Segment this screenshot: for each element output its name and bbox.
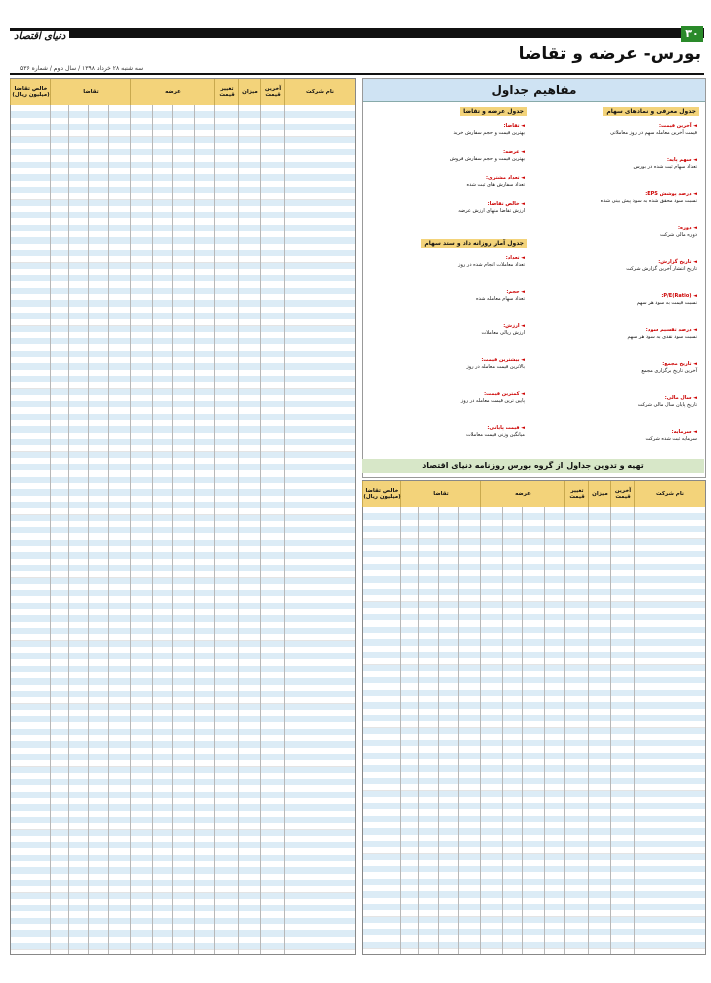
table-row [11,943,355,950]
table-rows [11,105,355,954]
concept-desc: نسبت سود محقق شده به سود پیش بینی شده [600,197,697,204]
bullet-icon: ◄ [519,357,525,363]
column-divider [260,105,261,954]
column-divider [172,105,173,954]
column-divider [438,507,439,954]
column-divider [194,105,195,954]
th-net: خالص تقاضا (میلیون ریال) [10,79,51,105]
concept-term: کمترین قیمت: [484,391,520,397]
concept-left2-item [375,425,525,438]
concept-term: تعداد مشتری: [486,175,520,181]
concept-term: عرضه: [503,149,520,155]
concepts-right-title: جدول معرفی و نمادهای سهام [603,107,699,116]
bullet-icon: ◄ [691,123,697,129]
bullet-icon: ◄ [691,191,697,197]
page-number: ۳۰ [681,26,703,42]
th-company: نام شرکت [284,79,355,105]
bullet-icon: ◄ [519,175,525,181]
concept-desc: پایین ترین قیمت معامله در روز [460,397,525,404]
supply-demand-table-left [10,78,356,955]
bullet-icon: ◄ [519,255,525,261]
dateline: سه شنبه ۲۸ خرداد ۱۳۹۸ / سال دوم / شماره ۵۳۶ [20,65,144,72]
table-rows [363,507,705,954]
concept-desc: بهترین قیمت و حجم سفارش فروش [449,155,525,162]
column-divider [588,507,589,954]
column-divider [238,105,239,954]
bullet-icon: ◄ [519,425,525,431]
concept-term: سال مالی: [664,395,692,401]
concept-term: دوره: [678,225,692,231]
column-divider [108,105,109,954]
concept-desc: نسبت سود نقدی به سود هر سهم [627,333,697,340]
concept-desc: تاریخ پایان سال مالی شرکت [637,401,697,408]
concept-term: تاریخ مجمع: [662,361,692,367]
concept-right-item [537,157,697,170]
bullet-icon: ◄ [519,391,525,397]
th-demand: تقاضا [50,79,131,105]
th-supply: عرضه [130,79,215,105]
column-divider [152,105,153,954]
table-row [363,942,705,949]
concept-term: تقاضا: [503,123,520,129]
column-divider [400,507,401,954]
concept-right-item [537,361,697,374]
newspaper-logo: دنیای اقتصاد [10,31,69,42]
concept-right-item [537,327,697,340]
concept-term: قیمت پایانی: [487,425,520,431]
concepts-left-title: جدول عرضه و تقاضا [460,107,527,116]
concept-left2-item [375,255,525,268]
column-divider [50,105,51,954]
column-divider [130,105,131,954]
column-divider [88,105,89,954]
bullet-icon: ◄ [519,123,525,129]
table-header [363,481,705,508]
th-company: نام شرکت [634,481,705,507]
column-divider [418,507,419,954]
bullet-icon: ◄ [691,293,697,299]
table-header [11,79,355,106]
concept-right-item [537,191,697,204]
header-rule [10,73,704,75]
supply-demand-table-right [362,480,706,955]
column-divider [458,507,459,954]
concept-desc: تعداد معاملات انجام شده در روز [458,261,525,268]
th-net: خالص تقاضا (میلیون ریال) [362,481,401,507]
bullet-icon: ◄ [691,157,697,163]
concept-term: آخرین قیمت: [659,123,692,129]
concept-term: P/E(Ratio): [661,293,692,299]
th-supply: عرضه [480,481,565,507]
concept-term: تاریخ گزارش: [658,259,692,265]
th-demand: تقاضا [400,481,481,507]
bullet-icon: ◄ [691,361,697,367]
th-volume: میزان [238,79,261,105]
concept-desc: تعداد سهام معامله شده [476,295,525,302]
concept-left2-item [375,357,525,370]
column-divider [480,507,481,954]
concept-right-item [537,293,697,306]
bullet-icon: ◄ [519,289,525,295]
concept-right-item [537,225,697,238]
concept-desc: تاریخ انتشار آخرین گزارش شرکت [626,265,697,272]
concept-term: درصد تقسیم سود: [645,327,692,333]
concepts-left-title-2: جدول آمار روزانه داد و ستد سهام [421,239,527,248]
concept-term: سرمایه: [671,429,692,435]
column-divider [634,507,635,954]
concept-left-item [375,201,525,214]
concept-term: ارزش: [503,323,520,329]
concept-right-item [537,123,697,136]
column-divider [214,105,215,954]
concepts-title: مفاهیم جداول [363,79,705,102]
concept-desc: ارزش تقاضا منهای ارزش عرضه [458,207,525,214]
concept-left2-item [375,391,525,404]
bullet-icon: ◄ [691,225,697,231]
concept-desc: ارزش ریالی معاملات [481,329,525,336]
concept-left2-item [375,323,525,336]
column-divider [68,105,69,954]
bullet-icon: ◄ [519,201,525,207]
column-divider [610,507,611,954]
bullet-icon: ◄ [691,429,697,435]
concept-right-item [537,429,697,442]
concept-left-item [375,149,525,162]
concept-desc: سرمایه ثبت شده شرکت [645,435,697,442]
concept-term: درصد پوشش EPS: [645,191,692,197]
concept-term: سهم پایه: [667,157,692,163]
concept-desc: تعداد سفارش های ثبت شده [466,181,525,188]
th-change: تغییر قیمت [564,481,589,507]
th-change: تغییر قیمت [214,79,239,105]
top-bar [10,28,704,38]
credit-banner: تهیه و تدوین جداول از گروه بورس روزنامه دنیای اقتصاد [362,459,704,473]
th-volume: میزان [588,481,611,507]
column-divider [284,105,285,954]
concept-term: بیشترین قیمت: [481,357,520,363]
concept-desc: بالاترین قیمت معامله در روز [466,363,525,370]
concept-left-item [375,175,525,188]
column-divider [544,507,545,954]
concept-term: تعداد: [505,255,520,261]
concept-desc: آخرین تاریخ برگزاری مجمع [641,367,697,374]
concepts-box [362,78,706,478]
concept-term: حجم: [506,289,520,295]
concept-right-item [537,395,697,408]
concept-desc: قیمت آخرین معامله سهم در روز معاملاتی [610,129,697,136]
concept-term: خالص تقاضا: [487,201,520,207]
bullet-icon: ◄ [519,323,525,329]
column-divider [522,507,523,954]
concept-desc: بهترین قیمت و حجم سفارش خرید [453,129,525,136]
concept-desc: تعداد سهام ثبت شده در بورس [633,163,697,170]
section-title: بورس- عرضه و تقاضا [518,44,701,64]
column-divider [564,507,565,954]
column-divider [502,507,503,954]
bullet-icon: ◄ [519,149,525,155]
concept-right-item [537,259,697,272]
concept-desc: دوره مالی شرکت [660,231,697,238]
bullet-icon: ◄ [691,395,697,401]
th-last-price: آخرین قیمت [260,79,285,105]
th-last-price: آخرین قیمت [610,481,635,507]
bullet-icon: ◄ [691,259,697,265]
concept-left2-item [375,289,525,302]
bullet-icon: ◄ [691,327,697,333]
concept-desc: نسبت قیمت به سود هر سهم [636,299,697,306]
concept-desc: میانگین وزنی قیمت معاملات [465,431,525,438]
concept-left-item [375,123,525,136]
